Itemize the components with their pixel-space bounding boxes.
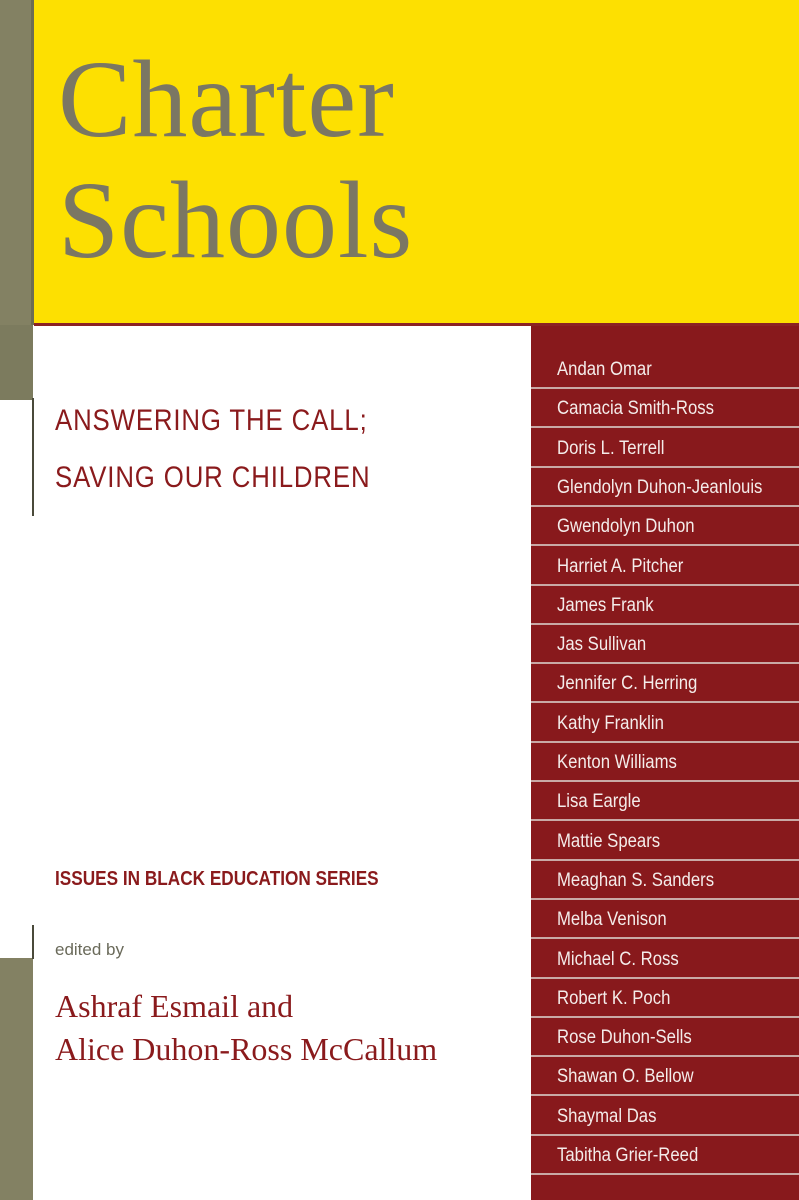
contributor-name: Harriet A. Pitcher (557, 556, 684, 577)
contributor-item (531, 468, 799, 507)
title-line-1: Charter (58, 38, 395, 160)
contributor-name: Andan Omar (557, 359, 652, 380)
contributor-item (531, 782, 799, 821)
contributor-name: Meaghan S. Sanders (557, 870, 715, 891)
contributor-name: Jennifer C. Herring (557, 673, 698, 694)
contributor-item (531, 350, 799, 389)
contributor-name: Michael C. Ross (557, 949, 679, 970)
contributor-name: Gwendolyn Duhon (557, 516, 695, 537)
contributor-name: Kenton Williams (557, 752, 677, 773)
contributor-item (531, 979, 799, 1018)
edited-by-label: edited by (55, 940, 124, 959)
contributor-item (531, 547, 799, 586)
contributor-name: Mattie Spears (557, 831, 661, 852)
contributor-name: Doris L. Terrell (557, 438, 665, 459)
contributor-name: Melba Venison (557, 909, 667, 930)
series-name: ISSUES IN BLACK EDUCATION SERIES (55, 868, 379, 890)
left-olive-strip-bottom (0, 958, 33, 1200)
contributor-item (531, 1097, 799, 1136)
subtitle-line-1: ANSWERING THE CALL; (55, 404, 368, 437)
contributor-name: James Frank (557, 595, 654, 616)
contributor-item (531, 507, 799, 546)
contributor-name: Shaymal Das (557, 1106, 657, 1127)
contributor-item (531, 586, 799, 625)
contributor-name: Shawan O. Bellow (557, 1066, 694, 1087)
contributor-name: Tabitha Grier-Reed (557, 1145, 699, 1166)
contributor-name: Lisa Eargle (557, 791, 641, 812)
contributor-name: Jas Sullivan (557, 634, 647, 655)
contributor-name: Rose Duhon-Sells (557, 1027, 692, 1048)
contributor-item (531, 625, 799, 664)
contributor-item (531, 704, 799, 743)
contributor-name: Glendolyn Duhon-Jeanlouis (557, 477, 763, 498)
contributor-name: Robert K. Poch (557, 988, 671, 1009)
contributors-panel (531, 326, 799, 1200)
contributor-item (531, 389, 799, 428)
contributor-item (531, 1136, 799, 1175)
contributor-item (531, 940, 799, 979)
contributor-item (531, 1057, 799, 1096)
contributor-item (531, 861, 799, 900)
contributor-name: Camacia Smith-Ross (557, 398, 715, 419)
contributor-item (531, 743, 799, 782)
editor-line-2: Alice Duhon-Ross McCallum (55, 1031, 438, 1067)
contributor-name: Kathy Franklin (557, 713, 664, 734)
contributor-item (531, 429, 799, 468)
contributor-item (531, 822, 799, 861)
left-divider-mark (32, 398, 34, 516)
contributor-item (531, 664, 799, 703)
title-line-2: Schools (58, 159, 414, 281)
left-olive-strip-band (0, 325, 33, 400)
subtitle-line-2: SAVING OUR CHILDREN (55, 461, 371, 494)
contributor-item (531, 1018, 799, 1057)
left-divider-mark-lower (32, 925, 34, 959)
contributor-item (531, 900, 799, 939)
editor-line-1: Ashraf Esmail and (55, 988, 294, 1024)
